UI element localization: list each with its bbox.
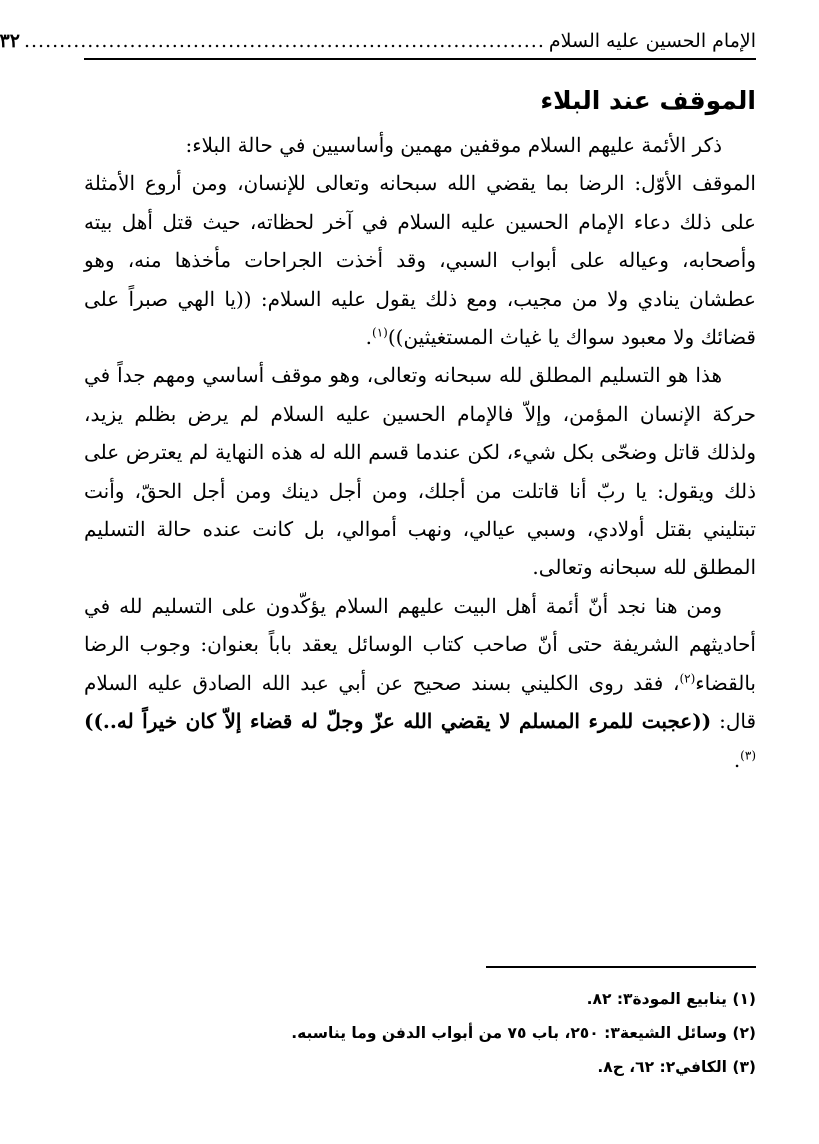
header-title: الإمام الحسين عليه السلام [548,30,756,52]
footnote-ref-3[interactable]: (٣) [740,747,756,762]
paragraph-submission: هذا هو التسليم المطلق لله سبحانه وتعالى، وهو موقف أساسي ومهم جداً في حركة الإنسان المؤمن، وإلاّ فالإمام الحسين عليه السلام لم يرض بظلم يزيد، ولذلك قاتل وضحّى بكل شيء، لكن عندما قسم الله له هذه النهاية لم يعترض على ذلك ويقول: يا ربّ أنا قاتلت من أجلك، ومن أجل دينك ومن أجل الحقّ، وأنت تبتليني بقتل أولادي، وسبي عيالي، ونهب أموالي، بل كانت عنده حالة التسليم المطلق لله سبحانه وتعالى. [84,363,756,580]
paragraph-intro: ذكر الأئمة عليهم السلام موقفين مهمين وأساسيين في حالة البلاء: [185,133,722,157]
footnotes [84,982,756,1084]
section-heading: الموقف عند البلاء [540,86,756,115]
paragraph-first-stance-text: الموقف الأوّل: الرضا بما يقضي الله سبحانه وتعالى للإنسان، ومن أروع الأمثلة على ذلك دعاء الإمام الحسين عليه السلام في آخر لحظاته، حيث قتل أهل بيته وأصحابه، وعياله على أبواب السبي، وقد أخذت الجراحات مأخذها منه، وهو عطشان ينادي ولا من مجيب، ومع ذلك يقول عليه السلام: ((يا الهي صبراً على قضائك ولا معبود سواك يا غياث المستغيثين)) [84,171,756,350]
paragraph-first-stance [84,164,756,356]
paragraph-imams-text: ومن هنا نجد أنّ أئمة أهل البيت عليهم السلام يؤكّدون على التسليم لله في أحاديثهم الشريفة حتى أنّ صاحب كتاب الوسائل يعقد باباً بعنوان: وجوب الرضا بالقضاء [84,593,756,695]
page-number: ٣٢ [0,30,20,52]
footnote-2: (٢) وسائل الشيعة٣: ٢٥٠، باب ٧٥ من أبواب الدفن وما يناسبه. [291,1024,756,1042]
footnote-1: (١) ينابيع المودة٣: ٨٢. [586,990,756,1008]
hadith-quote: ((عجبت للمرء المسلم لا يقضي الله عزّ وجلّ له قضاء إلاّ كان خيراً له..)) [84,709,712,734]
paragraph-first-stance-end: . [365,325,373,350]
footnote-ref-1[interactable]: (١) [372,325,388,340]
paragraph-imams-end: . [733,747,741,772]
running-header [0,26,756,60]
header-leader-dots: .......................................................................... [23,30,545,52]
footnote-ref-2[interactable]: (٢) [679,671,696,686]
book-page [0,26,757,1116]
paragraph-imams-emphasis [84,587,756,779]
footnote-separator [486,966,756,968]
footnote-3: (٣) الكافي٢: ٦٢، ح٨. [597,1058,756,1076]
paragraph-imams-mid: ، فقد روى الكليني بسند صحيح عن أبي عبد الله الصادق عليه السلام قال: [84,670,757,734]
